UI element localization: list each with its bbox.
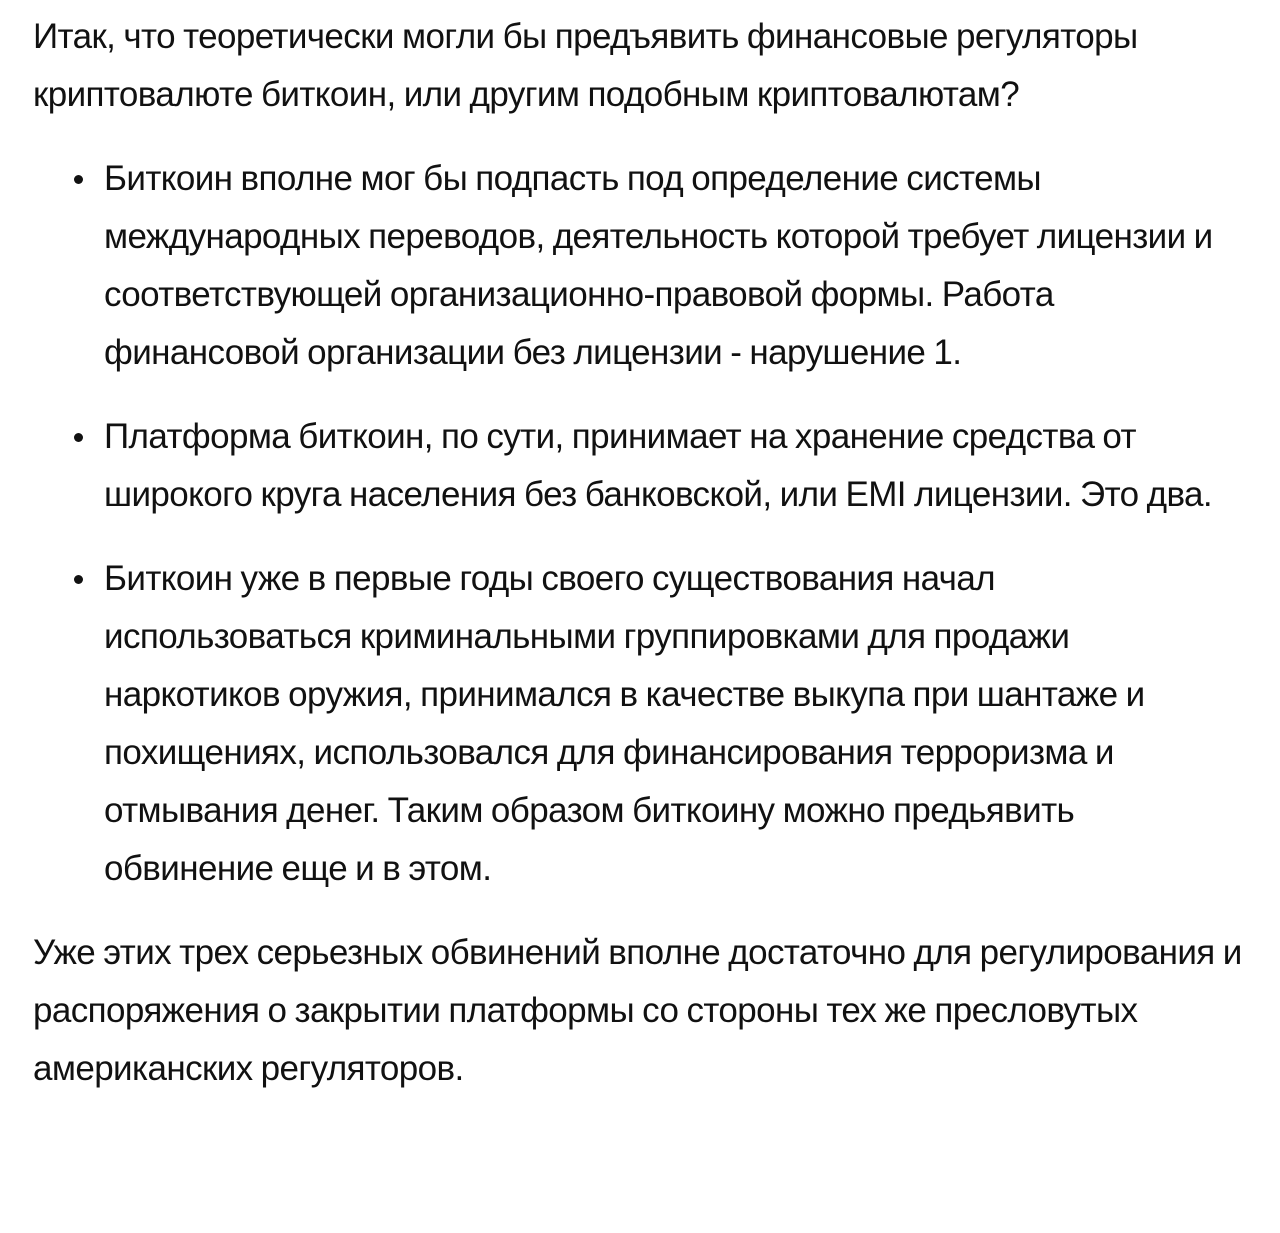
bullet-dot-icon: [74, 175, 83, 184]
closing-paragraph: Уже этих трех серьезных обвинений вполне достаточно для регулирования и распоряжения о закрытии платформы со стороны тех же пресловутых американских регуляторов.: [33, 933, 1242, 1088]
article-body: [33, 8, 1248, 1098]
list-item: [33, 150, 1248, 382]
bullet-dot-icon: [74, 575, 83, 584]
list-item: [33, 550, 1248, 898]
list-item-text: Биткоин вполне мог бы подпасть под определение системы международных переводов, деятельность которой требует лицензии и соответствующей организационно-правовой формы. Работа финансовой организации без лицензии - нарушение 1.: [104, 159, 1213, 372]
intro-paragraph: Итак, что теоретически могли бы предъявить финансовые регуляторы криптовалюте биткоин, или другим подобным криптовалютам?: [33, 17, 1138, 114]
list-item-text: Платформа биткоин, по сути, принимает на хранение средства от широкого круга населения без банковской, или EMI лицензии. Это два.: [104, 417, 1213, 514]
list-item: [33, 408, 1248, 524]
bullet-list: [33, 150, 1248, 898]
list-item-text: Биткоин уже в первые годы своего существования начал использоваться криминальными группировками для продажи наркотиков оружия, принимался в качестве выкупа при шантаже и похищениях, использовался для финансирования терроризма и отмывания денег. Таким образом биткоину можно предьявить обвинение еще и в этом.: [104, 559, 1145, 888]
bullet-dot-icon: [74, 433, 83, 442]
